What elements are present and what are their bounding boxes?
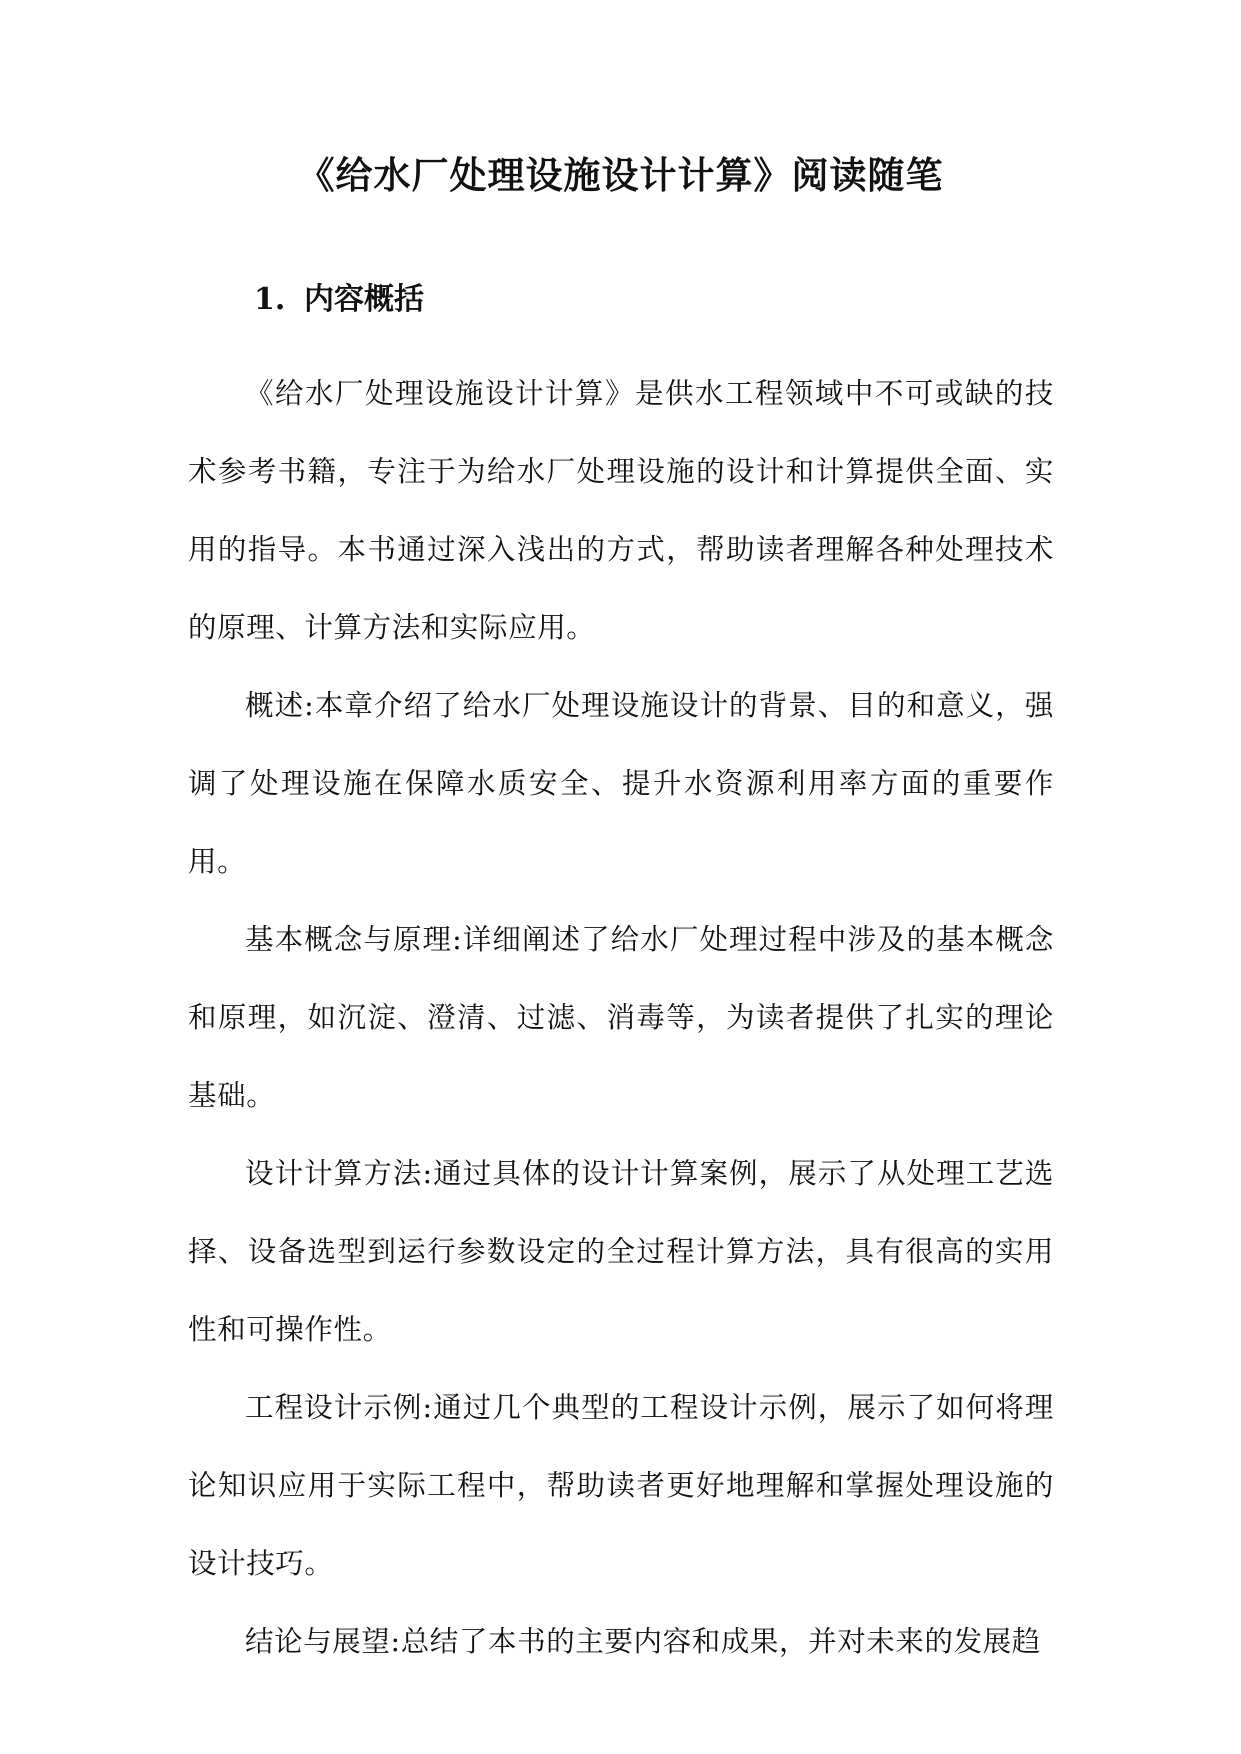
paragraph-design-methods: 设计计算方法:通过具体的设计计算案例，展示了从处理工艺选择、设备选型到运行参数设定的全过程计算方法，具有很高的实用性和可操作性。 bbox=[188, 1157, 1054, 1346]
paragraph-overview: 概述:本章介绍了给水厂处理设施设计的背景、目的和意义，强调了处理设施在保障水质安全、提升水资源利用率方面的重要作用。 bbox=[188, 689, 1054, 878]
body-text bbox=[188, 355, 1054, 1681]
paragraph-intro: 《给水厂处理设施设计计算》是供水工程领域中不可或缺的技术参考书籍，专注于为给水厂处理设施的设计和计算提供全面、实用的指导。本书通过深入浅出的方式，帮助读者理解各种处理技术的原理、计算方法和实际应用。 bbox=[188, 377, 1054, 644]
section-title: 内容概括 bbox=[304, 282, 424, 317]
paragraph-design-examples: 工程设计示例:通过几个典型的工程设计示例，展示了如何将理论知识应用于实际工程中，帮助读者更好地理解和掌握处理设施的设计技巧。 bbox=[188, 1391, 1054, 1580]
section-number: 1. bbox=[254, 282, 286, 317]
document-title: 《给水厂处理设施设计计算》阅读随笔 bbox=[297, 153, 944, 197]
paragraph-conclusion: 结论与展望:总结了本书的主要内容和成果，并对未来的发展趋 bbox=[245, 1625, 1041, 1658]
paragraph-basic-concepts: 基本概念与原理:详细阐述了给水厂处理过程中涉及的基本概念和原理，如沉淀、澄清、过滤、消毒等，为读者提供了扎实的理论基础。 bbox=[188, 923, 1054, 1112]
section-heading bbox=[254, 275, 424, 325]
